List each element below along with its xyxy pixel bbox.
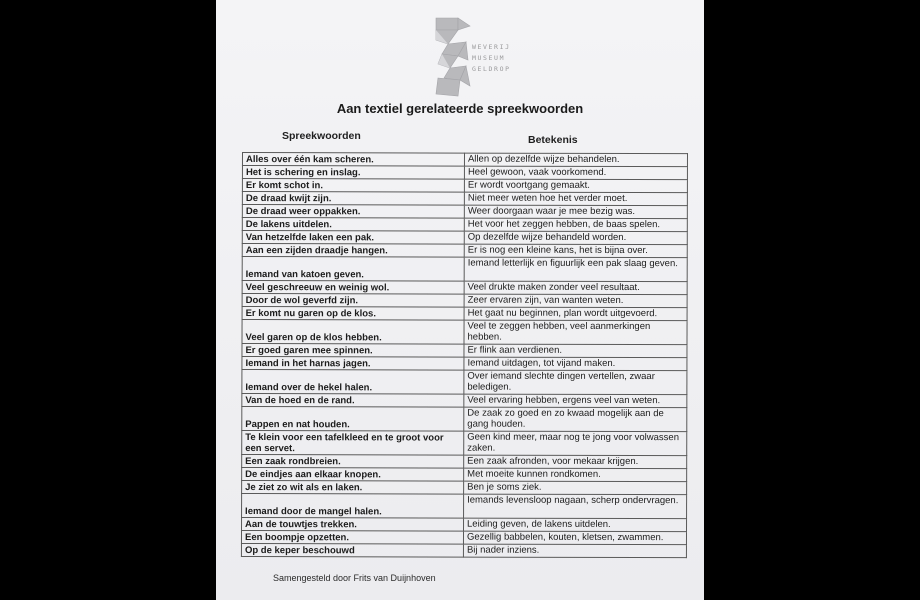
proverb-cell: Iemand over de hekel halen. [242, 370, 464, 395]
table-row [242, 518, 687, 532]
table-row [241, 543, 686, 557]
meaning-cell: Weer doorgaan waar je mee bezig was. [464, 205, 687, 219]
proverb-cell: Aan de touwtjes trekken. [242, 518, 464, 532]
museum-logo-text [472, 42, 511, 75]
table-row [242, 257, 687, 282]
meaning-cell: Met moeite kunnen rondkomen. [464, 468, 687, 482]
table-row [242, 370, 687, 395]
proverb-cell: Van hetzelfde laken een pak. [242, 231, 464, 245]
table-row [242, 244, 687, 258]
meaning-cell: Veel te zeggen hebben, veel aanmerkingen hebben. [464, 320, 687, 345]
meaning-cell: Ben je soms ziek. [464, 481, 687, 495]
meaning-cell: Gezellig babbelen, kouten, kletsen, zwammen. [463, 531, 686, 545]
table-row [242, 294, 687, 308]
table-row [242, 431, 687, 456]
meaning-cell: Geen kind meer, maar nog te jong voor volwassen zaken. [464, 431, 687, 456]
table-row [242, 179, 687, 193]
proverb-cell: De lakens uitdelen. [242, 218, 464, 232]
table-row [242, 281, 687, 295]
table-row [242, 481, 687, 495]
meaning-cell: Iemand uitdagen, tot vijand maken. [464, 357, 687, 371]
proverb-cell: Je ziet zo wit als en laken. [242, 481, 464, 495]
proverb-cell: Iemand van katoen geven. [242, 257, 464, 282]
proverb-cell: Op de keper beschouwd [241, 543, 463, 557]
proverbs-table-body [241, 153, 687, 558]
table-row [242, 166, 687, 180]
proverb-cell: Iemand in het harnas jagen. [242, 357, 464, 371]
table-row [242, 344, 687, 358]
meaning-cell: Leiding geven, de lakens uitdelen. [464, 518, 687, 532]
meaning-cell: Het voor het zeggen hebben, de baas spelen. [464, 218, 687, 232]
meaning-cell: Iemand letterlijk en figuurlijk een pak slaag geven. [464, 257, 687, 282]
proverb-cell: De draad weer oppakken. [242, 205, 464, 219]
proverb-cell: Van de hoed en de rand. [242, 394, 464, 408]
meaning-cell: Heel gewoon, vaak voorkomend. [464, 166, 687, 180]
column-header-spreekwoorden: Spreekwoorden [282, 130, 361, 142]
logo-line-1: WEVERIJ [472, 43, 511, 51]
table-row [242, 455, 687, 469]
meaning-cell: Allen op dezelfde wijze behandelen. [464, 153, 687, 167]
proverb-cell: Er goed garen mee spinnen. [242, 344, 464, 358]
proverb-cell: Door de wol geverfd zijn. [242, 294, 464, 308]
table-row [242, 153, 687, 167]
meaning-cell: Er flink aan verdienen. [464, 344, 687, 358]
footer-credit: Samengesteld door Frits van Duijnhoven [273, 573, 436, 583]
meaning-cell: De zaak zo goed en zo kwaad mogelijk aan de gang houden. [464, 407, 687, 432]
proverb-cell: Veel garen op de klos hebben. [242, 320, 464, 345]
table-row [242, 468, 687, 482]
logo-line-2: MUSEUM [472, 54, 506, 62]
table-row [242, 218, 687, 232]
column-header-betekenis: Betekenis [528, 134, 578, 146]
proverb-cell: Een boompje opzetten. [241, 531, 463, 545]
table-row [242, 407, 687, 432]
table-row [241, 531, 686, 545]
meaning-cell: Bij nader inziens. [463, 544, 686, 558]
proverb-cell: Alles over één kam scheren. [242, 153, 464, 167]
table-row [242, 231, 687, 245]
page-title: Aan textiel gerelateerde spreekwoorden [336, 101, 584, 116]
meaning-cell: Een zaak afronden, voor mekaar krijgen. [464, 455, 687, 469]
table-row [242, 192, 687, 206]
table-row [242, 307, 687, 321]
document-page [216, 0, 704, 600]
proverb-cell: Pappen en nat houden. [242, 407, 464, 432]
proverb-cell: Aan een zijden draadje hangen. [242, 244, 464, 258]
meaning-cell: Er is nog een kleine kans, het is bijna over. [464, 244, 687, 258]
table-row [242, 394, 687, 408]
proverb-cell: Het is schering en inslag. [242, 166, 464, 180]
meaning-cell: Over iemand slechte dingen vertellen, zwaar beledigen. [464, 370, 687, 395]
proverb-cell: Iemand door de mangel halen. [242, 494, 464, 519]
proverb-cell: Er komt nu garen op de klos. [242, 307, 464, 321]
table-row [242, 494, 687, 519]
proverb-cell: Er komt schot in. [242, 179, 464, 193]
table-row [242, 320, 687, 345]
table-row [242, 357, 687, 371]
table-row [242, 205, 687, 219]
proverbs-table [241, 152, 688, 558]
proverb-cell: Te klein voor een tafelkleed en te groot voor een servet. [242, 431, 464, 456]
meaning-cell: Er wordt voortgang gemaakt. [464, 179, 687, 193]
meaning-cell: Het gaat nu beginnen, plan wordt uitgevoerd. [464, 307, 687, 321]
meaning-cell: Veel ervaring hebben, ergens veel van weten. [464, 394, 687, 408]
meaning-cell: Iemands levensloop nagaan, scherp ondervragen. [464, 494, 687, 519]
proverb-cell: Een zaak rondbreien. [242, 455, 464, 469]
proverb-cell: Veel geschreeuw en weinig wol. [242, 281, 464, 295]
meaning-cell: Veel drukte maken zonder veel resultaat. [464, 281, 687, 295]
proverb-cell: De eindjes aan elkaar knopen. [242, 468, 464, 482]
meaning-cell: Op dezelfde wijze behandeld worden. [464, 231, 687, 245]
meaning-cell: Niet meer weten hoe het verder moet. [464, 192, 687, 206]
meaning-cell: Zeer ervaren zijn, van wanten weten. [464, 294, 687, 308]
logo-line-3: GELDROP [472, 65, 511, 73]
proverb-cell: De draad kwijt zijn. [242, 192, 464, 206]
